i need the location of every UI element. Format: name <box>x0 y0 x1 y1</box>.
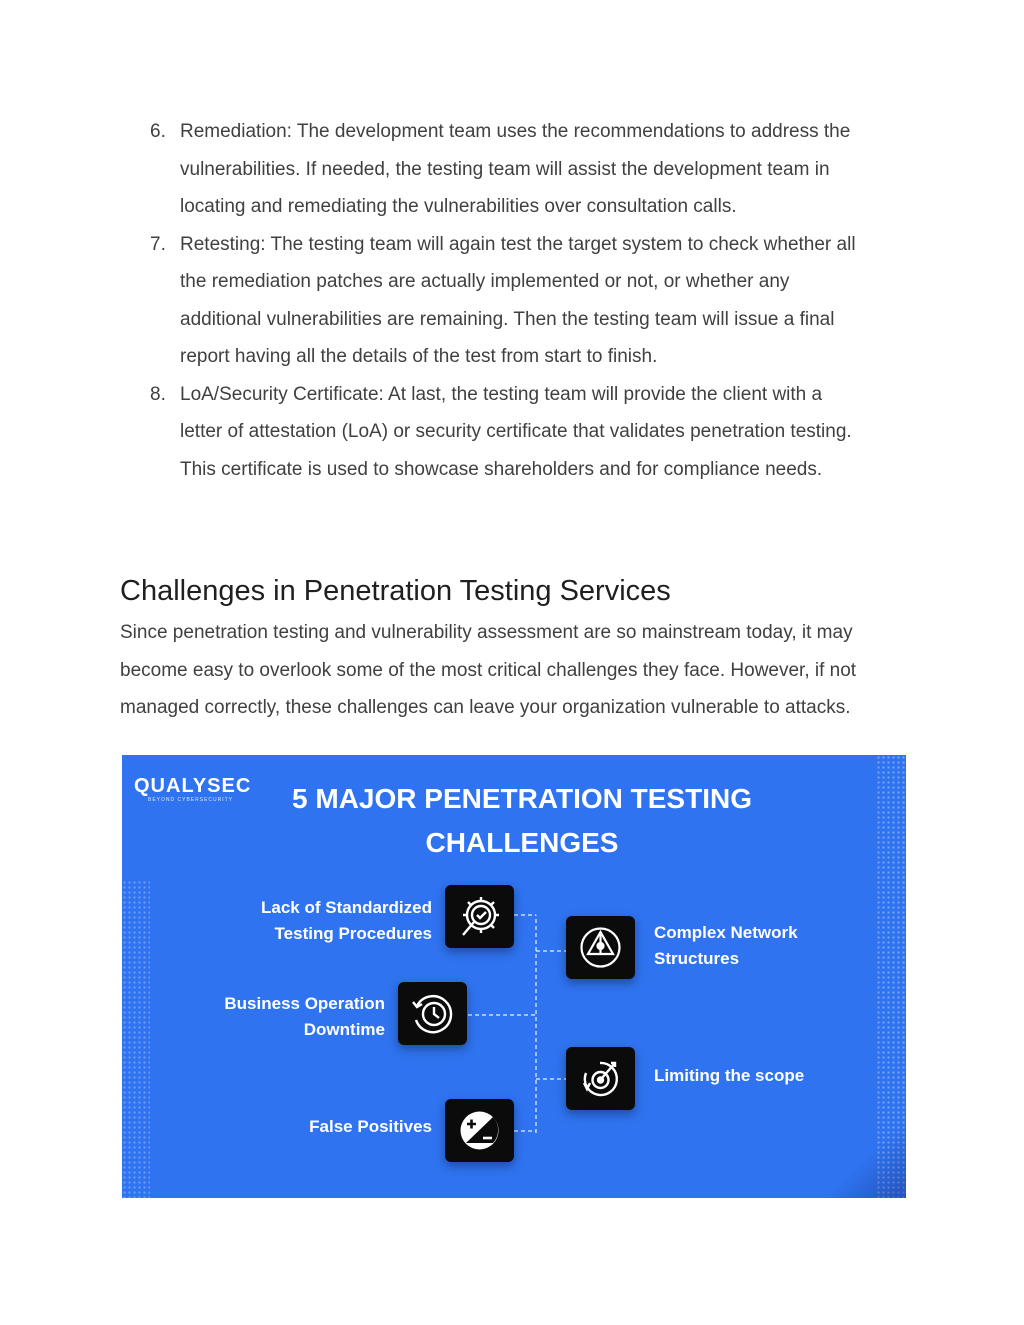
section-heading: Challenges in Penetration Testing Services <box>120 575 671 607</box>
label-limiting-scope <box>654 1063 854 1089</box>
step-line: the remediation patches are actually implemented or not, or whether any <box>180 271 790 292</box>
label-line: Testing Procedures <box>274 923 432 943</box>
label-line: Limiting the scope <box>654 1066 805 1085</box>
gear-target-icon <box>575 1053 626 1104</box>
label-standardized-procedures <box>232 895 432 946</box>
plus-minus-icon <box>454 1105 505 1156</box>
step-item-8 <box>150 376 920 489</box>
gear-check-magnifier-icon <box>454 891 505 942</box>
step-number: 6. <box>150 121 166 142</box>
step-line: locating and remediating the vulnerabilities over consultation calls. <box>180 196 737 217</box>
label-line: Structures <box>654 948 740 968</box>
label-line: False Positives <box>309 1117 432 1136</box>
step-line: Remediation: The development team uses the recommendations to address the <box>180 121 851 142</box>
intro-line: managed correctly, these challenges can leave your organization vulnerable to attacks. <box>120 697 851 718</box>
scope-icon-box <box>566 1047 635 1110</box>
label-false-positives <box>232 1114 432 1140</box>
step-line: letter of attestation (LoA) or security certificate that validates penetration testing. <box>180 421 852 442</box>
title-line-2: CHALLENGES <box>425 827 619 858</box>
label-business-downtime <box>182 991 385 1042</box>
label-line: Downtime <box>303 1019 385 1039</box>
downtime-icon-box <box>398 982 467 1045</box>
step-line: additional vulnerabilities are remaining. Then the testing team will issue a final <box>180 308 835 330</box>
step-number: 8. <box>150 383 166 405</box>
step-line: This certificate is used to showcase shareholders and for compliance needs. <box>180 458 823 480</box>
label-complex-network <box>654 920 854 971</box>
step-line: report having all the details of the test from start to finish. <box>180 346 658 367</box>
step-line: Retesting: The testing team will again test the target system to check whether all <box>180 233 856 255</box>
process-steps-list <box>150 113 920 488</box>
network-globe-icon <box>575 922 626 973</box>
intro-line: Since penetration testing and vulnerability assessment are so mainstream today, it may <box>120 622 853 643</box>
step-line: vulnerabilities. If needed, the testing team will assist the development team in <box>180 158 830 180</box>
label-line: Business Operation <box>224 994 385 1013</box>
clock-cycle-icon <box>407 988 458 1039</box>
title-line-1: 5 MAJOR PENETRATION TESTING <box>292 783 752 814</box>
standardized-icon-box <box>445 885 514 948</box>
step-line: LoA/Security Certificate: At last, the testing team will provide the client with a <box>180 383 823 405</box>
challenges-infographic <box>122 755 906 1198</box>
logo-tagline: BEYOND CYBERSECURITY <box>148 797 234 803</box>
label-line: Lack of Standardized <box>261 898 432 917</box>
step-number: 7. <box>150 233 166 255</box>
network-icon-box <box>566 916 635 979</box>
section-intro <box>120 614 920 727</box>
false-positives-icon-box <box>445 1099 514 1162</box>
step-item-7 <box>150 226 920 376</box>
logo-wordmark: QUALYSEC <box>134 775 252 797</box>
label-line: Complex Network <box>654 923 798 942</box>
step-item-6 <box>150 113 920 226</box>
intro-line: become easy to overlook some of the most critical challenges they face. However, if not <box>120 659 857 681</box>
